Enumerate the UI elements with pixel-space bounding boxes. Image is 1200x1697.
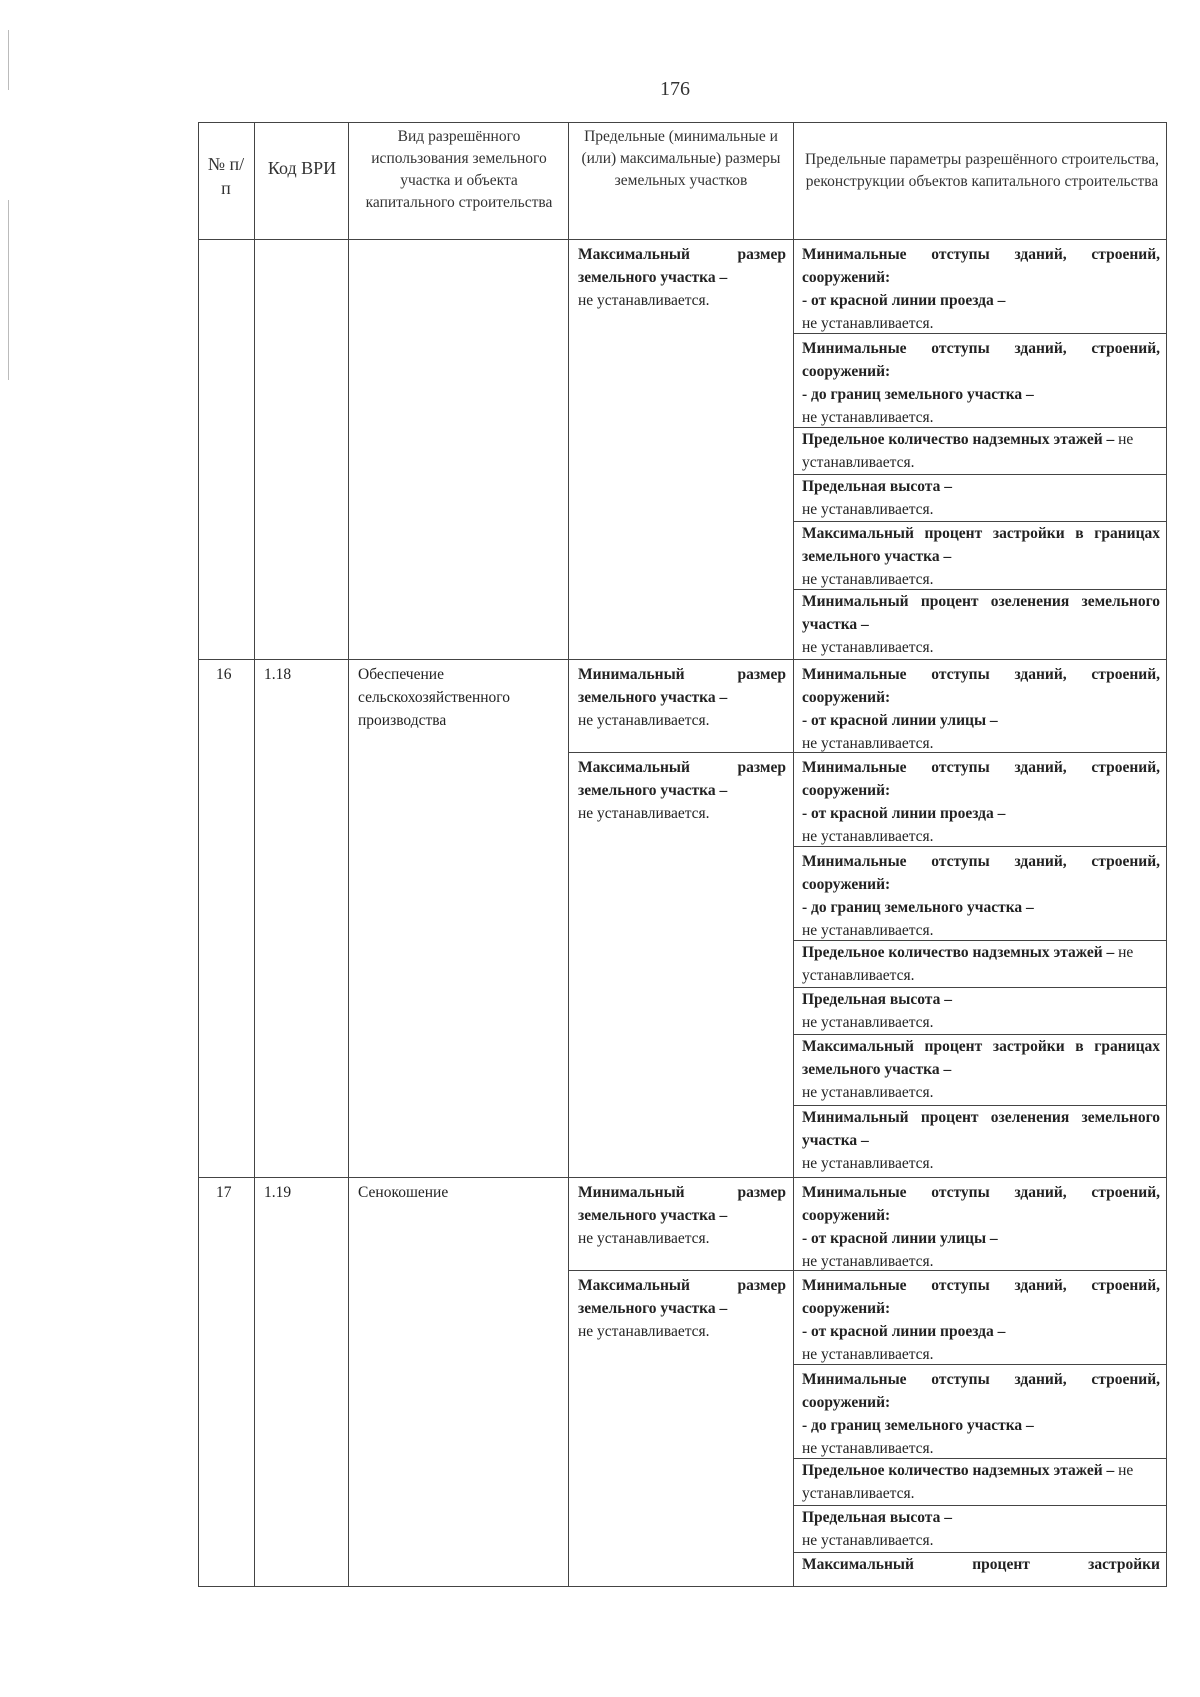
param-coverage (802, 1035, 1160, 1104)
column-divider (254, 122, 255, 1587)
param-title: Предельная высота – (802, 991, 952, 1008)
table-border-left (198, 122, 199, 1587)
param-subtitle: - от красной линии проезда – (802, 805, 1006, 822)
param-value: не устанавливается. (802, 1532, 934, 1549)
param-setback-passage (802, 243, 1160, 335)
cell-divider (568, 752, 794, 753)
param-value: не устанавливается. (802, 409, 934, 426)
plot-size-label: Минимальный размер земельного участка – (578, 1184, 786, 1224)
param-value: не устанавливается. (802, 1084, 934, 1101)
param-height (802, 1506, 1160, 1552)
param-subtitle: - до границ земельного участка – (802, 899, 1034, 916)
param-value: не устанавливается. (802, 571, 934, 588)
param-floors (802, 1459, 1160, 1505)
param-floors (802, 428, 1160, 474)
plot-size-label: Минимальный размер земельного участка – (578, 666, 786, 706)
plot-size-value: не устанавливается. (578, 292, 710, 309)
param-value: не устанавливается. (802, 1346, 934, 1363)
param-title: Предельная высота – (802, 478, 952, 495)
param-floors (802, 941, 1160, 987)
param-value: не устанавливается. (802, 735, 934, 752)
param-value: не устанавливается. (802, 431, 1134, 471)
param-title: Максимальный процент застройки (802, 1556, 1160, 1573)
param-coverage-partial (802, 1553, 1160, 1576)
cell-divider (568, 1270, 794, 1271)
param-subtitle: - до границ земельного участка – (802, 386, 1034, 403)
param-coverage (802, 522, 1160, 591)
param-title: Максимальный процент застройки в границах земельного участка – (802, 525, 1160, 565)
param-setback-border (802, 850, 1160, 942)
plot-size-max (578, 756, 786, 825)
table-border-bottom (198, 1586, 1167, 1587)
param-value: не устанавливается. (802, 828, 934, 845)
param-title: Минимальные отступы зданий, строений, сооружений: (802, 1277, 1160, 1317)
param-subtitle: - от красной линии проезда – (802, 292, 1006, 309)
param-value: не устанавливается. (802, 1155, 934, 1172)
regulations-table (198, 122, 1168, 1587)
param-title: Минимальный процент озеленения земельного участка – (802, 1109, 1160, 1149)
header-build-params: Предельные параметры разрешённого строительства, реконструкции объектов капитального строительства (805, 151, 1159, 190)
param-value: не устанавливается. (802, 1440, 934, 1457)
header-number: № п/п (207, 154, 245, 198)
param-value: не устанавливается. (802, 315, 934, 332)
param-value: не устанавливается. (802, 922, 934, 939)
param-setback-border (802, 337, 1160, 429)
header-bottom-line (198, 239, 1167, 240)
column-divider (793, 122, 794, 1587)
param-title: Минимальный процент озеленения земельного участка – (802, 593, 1160, 633)
header-code: Код ВРИ (267, 158, 337, 178)
table-border-right (1166, 122, 1167, 1587)
plot-size-min (578, 1181, 786, 1250)
plot-size-label: Максимальный размер земельного участка – (578, 759, 786, 799)
plot-size-max (578, 243, 786, 312)
table-border-top (198, 122, 1167, 123)
header-use-kind: Вид разрешённого использования земельного участка и объекта капитального строительства (365, 128, 553, 211)
plot-size-label: Максимальный размер земельного участка – (578, 1277, 786, 1317)
param-setback-street (802, 1181, 1160, 1273)
scan-edge-mark (8, 200, 9, 380)
param-setback-street (802, 663, 1160, 755)
param-title: Предельное количество надземных этажей – (802, 944, 1115, 961)
param-subtitle: - от красной линии улицы – (802, 712, 998, 729)
row-code: 1.19 (264, 1184, 292, 1201)
plot-size-value: не устанавливается. (578, 712, 710, 729)
param-setback-passage (802, 756, 1160, 848)
param-value: не устанавливается. (802, 639, 934, 656)
param-green (802, 1106, 1160, 1175)
plot-size-label: Максимальный размер земельного участка – (578, 246, 786, 286)
param-title: Минимальные отступы зданий, строений, сооружений: (802, 340, 1160, 380)
param-height (802, 475, 1160, 521)
plot-size-min (578, 663, 786, 732)
param-title: Минимальные отступы зданий, строений, сооружений: (802, 759, 1160, 799)
param-setback-border (802, 1368, 1160, 1460)
column-divider (568, 122, 569, 1587)
param-title: Минимальные отступы зданий, строений, сооружений: (802, 1184, 1160, 1224)
plot-size-value: не устанавливается. (578, 805, 710, 822)
param-height (802, 988, 1160, 1034)
row-use-kind: Сенокошение (358, 1184, 449, 1201)
param-title: Предельная высота – (802, 1509, 952, 1526)
row-divider (198, 659, 1167, 660)
param-title: Минимальные отступы зданий, строений, сооружений: (802, 246, 1160, 286)
row-code: 1.18 (264, 666, 292, 683)
param-value: не устанавливается. (802, 1014, 934, 1031)
param-green (802, 590, 1160, 659)
param-value: не устанавливается. (802, 501, 934, 518)
param-title: Минимальные отступы зданий, строений, сооружений: (802, 666, 1160, 706)
param-title: Предельное количество надземных этажей – (802, 1462, 1115, 1479)
param-title: Минимальные отступы зданий, строений, сооружений: (802, 1371, 1160, 1411)
param-subtitle: - от красной линии улицы – (802, 1230, 998, 1247)
header-plot-sizes: Предельные (минимальные и (или) максимальные) размеры земельных участков (581, 128, 781, 189)
param-setback-passage (802, 1274, 1160, 1366)
param-title: Максимальный процент застройки в границах земельного участка – (802, 1038, 1160, 1078)
page-number: 176 (660, 78, 690, 100)
param-subtitle: - от красной линии проезда – (802, 1323, 1006, 1340)
param-value: не устанавливается. (802, 1462, 1134, 1502)
param-title: Предельное количество надземных этажей – (802, 431, 1115, 448)
param-subtitle: - до границ земельного участка – (802, 1417, 1034, 1434)
plot-size-value: не устанавливается. (578, 1323, 710, 1340)
row-number: 16 (216, 666, 232, 683)
row-use-kind: Обеспечение сельскохозяйственного производства (358, 666, 511, 729)
plot-size-max (578, 1274, 786, 1343)
param-title: Минимальные отступы зданий, строений, сооружений: (802, 853, 1160, 893)
param-value: не устанавливается. (802, 944, 1134, 984)
param-value: не устанавливается. (802, 1253, 934, 1270)
row-number: 17 (216, 1184, 232, 1201)
plot-size-value: не устанавливается. (578, 1230, 710, 1247)
row-divider (198, 1177, 1167, 1178)
column-divider (348, 122, 349, 1587)
